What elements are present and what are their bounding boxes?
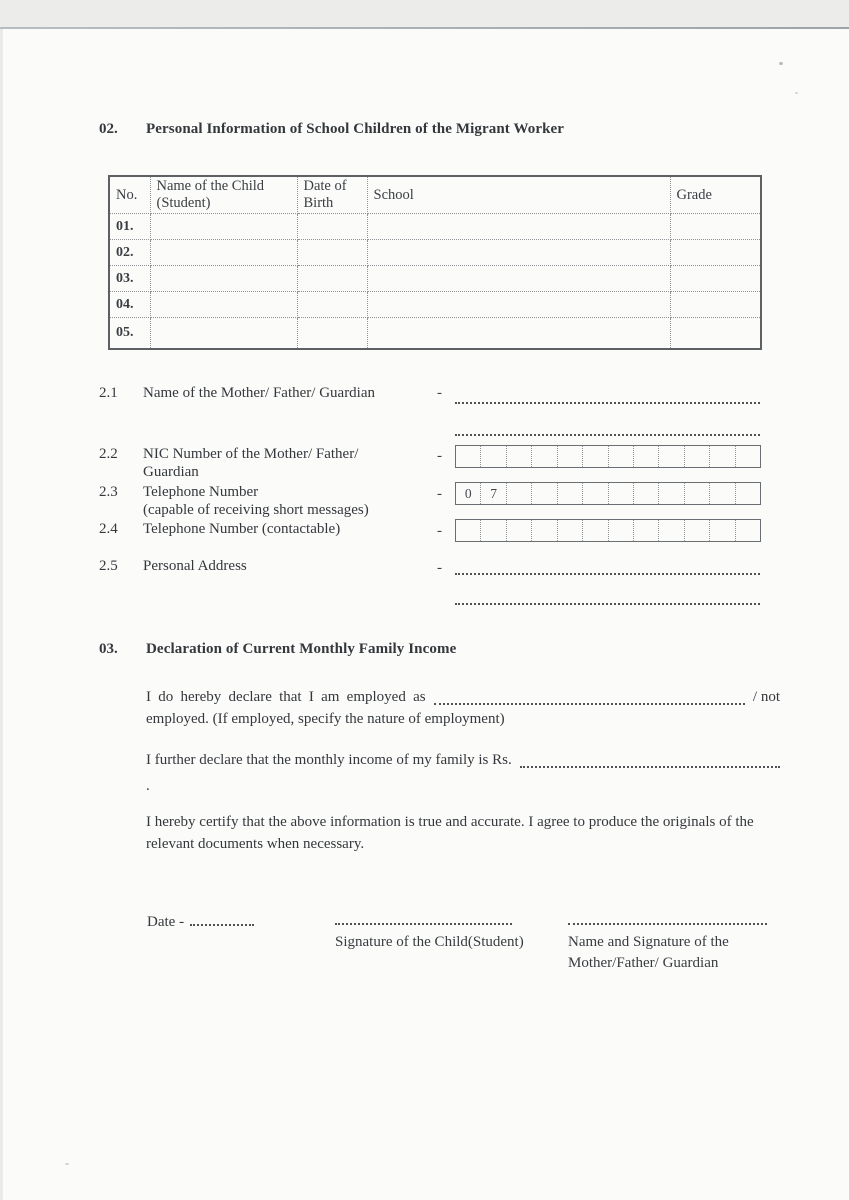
nic-digit-box bbox=[531, 446, 556, 467]
field-2-5-separator: - bbox=[437, 560, 442, 576]
section-03-number: 03. bbox=[99, 641, 118, 657]
col-header-grade: Grade bbox=[670, 176, 761, 214]
date-fill-line bbox=[190, 912, 254, 926]
child-name-cell bbox=[150, 240, 297, 266]
field-2-4-label: Telephone Number (contactable) bbox=[143, 521, 341, 537]
employment-declaration-text-end: / not bbox=[752, 689, 780, 705]
tel-digit-box bbox=[709, 483, 734, 504]
guardian-name-fill-line-1 bbox=[455, 386, 760, 404]
child-name-cell bbox=[150, 318, 297, 349]
section-03-title: Declaration of Current Monthly Family Income bbox=[146, 641, 457, 657]
tel-digit-box bbox=[633, 520, 658, 541]
field-2-3-label-line1: Telephone Number bbox=[143, 484, 259, 500]
field-2-5-label: Personal Address bbox=[143, 558, 247, 574]
col-header-child-name: Name of the Child (Student) bbox=[150, 176, 297, 214]
table-row bbox=[109, 240, 761, 266]
dob-cell bbox=[297, 318, 367, 349]
income-declaration-line bbox=[146, 749, 780, 771]
tel-digit-box bbox=[735, 483, 760, 504]
tel-digit-box bbox=[684, 483, 709, 504]
nic-digit-box bbox=[480, 446, 505, 467]
tel-digit-box bbox=[684, 520, 709, 541]
dob-cell bbox=[297, 240, 367, 266]
tel-digit-box bbox=[735, 520, 760, 541]
table-row bbox=[109, 318, 761, 349]
employment-fill-line bbox=[434, 702, 745, 705]
field-2-4-separator: - bbox=[437, 523, 442, 539]
guardian-name-fill-line-2 bbox=[455, 418, 760, 436]
income-declaration-trailing-period: . bbox=[146, 778, 150, 794]
nic-digit-box bbox=[709, 446, 734, 467]
field-2-3-label-line2: (capable of receiving short messages) bbox=[143, 502, 369, 518]
guardian-signature-label-line2: Mother/Father/ Guardian bbox=[568, 955, 719, 971]
child-signature-line bbox=[335, 907, 512, 925]
nic-digit-box bbox=[582, 446, 607, 467]
section-02-number: 02. bbox=[99, 121, 118, 137]
tel-digit-box: 7 bbox=[480, 483, 505, 504]
tel-digit-box bbox=[506, 520, 531, 541]
dob-cell bbox=[297, 266, 367, 292]
nic-digit-box bbox=[633, 446, 658, 467]
dob-cell bbox=[297, 214, 367, 240]
scan-left-edge bbox=[0, 29, 3, 1200]
income-declaration-text: I further declare that the monthly income of my family is Rs. bbox=[146, 752, 512, 768]
tel-digit-box bbox=[480, 520, 505, 541]
scan-speck bbox=[795, 92, 798, 94]
tel-digit-box bbox=[557, 520, 582, 541]
row-number: 03. bbox=[109, 266, 150, 292]
grade-cell bbox=[670, 214, 761, 240]
children-table-header-row bbox=[109, 176, 761, 214]
guardian-signature-label bbox=[568, 932, 778, 974]
grade-cell bbox=[670, 292, 761, 318]
children-table bbox=[108, 175, 762, 350]
tel-digit-box bbox=[531, 520, 556, 541]
row-number: 05. bbox=[109, 318, 150, 349]
grade-cell bbox=[670, 266, 761, 292]
field-2-2-separator: - bbox=[437, 448, 442, 464]
col-header-no: No. bbox=[109, 176, 150, 214]
tel-digit-box bbox=[658, 520, 683, 541]
tel-digit-box bbox=[608, 483, 633, 504]
personal-address-fill-line-2 bbox=[455, 587, 760, 605]
income-declaration-paragraph bbox=[146, 749, 780, 797]
col-header-school: School bbox=[367, 176, 670, 214]
nic-digit-box bbox=[684, 446, 709, 467]
child-signature-label: Signature of the Child(Student) bbox=[335, 934, 524, 950]
telephone-sms-boxes bbox=[455, 482, 761, 505]
nic-digit-box bbox=[456, 446, 480, 467]
nic-digit-box bbox=[506, 446, 531, 467]
school-cell bbox=[367, 292, 670, 318]
nic-digit-box bbox=[557, 446, 582, 467]
tel-digit-box bbox=[582, 483, 607, 504]
section-02-title: Personal Information of School Children of the Migrant Worker bbox=[146, 121, 565, 137]
child-name-cell bbox=[150, 292, 297, 318]
guardian-signature-label-line1: Name and Signature of the bbox=[568, 934, 729, 950]
table-row bbox=[109, 292, 761, 318]
grade-cell bbox=[670, 240, 761, 266]
field-2-2-number: 2.2 bbox=[99, 446, 118, 462]
school-cell bbox=[367, 240, 670, 266]
field-2-1-number: 2.1 bbox=[99, 385, 118, 401]
tel-digit-box bbox=[557, 483, 582, 504]
row-number: 02. bbox=[109, 240, 150, 266]
field-2-5-number: 2.5 bbox=[99, 558, 118, 574]
table-row bbox=[109, 214, 761, 240]
tel-digit-box bbox=[608, 520, 633, 541]
field-2-1-separator: - bbox=[437, 385, 442, 401]
tel-digit-box: 0 bbox=[464, 485, 472, 501]
personal-address-fill-line-1 bbox=[455, 557, 760, 575]
field-2-3-separator: - bbox=[437, 486, 442, 502]
row-number: 01. bbox=[109, 214, 150, 240]
date-field bbox=[147, 912, 254, 931]
field-2-1-label: Name of the Mother/ Father/ Guardian bbox=[143, 385, 376, 401]
income-fill-line bbox=[520, 765, 780, 768]
col-header-date-of-birth: Date of Birth bbox=[297, 176, 367, 214]
tel-digit-box bbox=[506, 483, 531, 504]
nic-digit-box bbox=[735, 446, 760, 467]
scan-speck bbox=[779, 62, 783, 65]
nic-digit-box bbox=[658, 446, 683, 467]
school-cell bbox=[367, 318, 670, 349]
scan-top-edge-line bbox=[0, 27, 849, 29]
tel-digit-box bbox=[658, 483, 683, 504]
guardian-signature-line bbox=[568, 907, 767, 925]
grade-cell bbox=[670, 318, 761, 349]
scan-top-band bbox=[0, 0, 849, 27]
employment-declaration-text-start: I do hereby declare that I am employed as bbox=[146, 689, 426, 705]
employment-declaration-line1 bbox=[146, 686, 780, 708]
field-2-4-number: 2.4 bbox=[99, 521, 118, 537]
field-2-3-number: 2.3 bbox=[99, 484, 118, 500]
field-2-2-label-line2: Guardian bbox=[143, 464, 199, 480]
field-2-2-label-line1: NIC Number of the Mother/ Father/ bbox=[143, 446, 359, 462]
tel-digit-box bbox=[456, 520, 480, 541]
scan-speck bbox=[65, 1163, 69, 1165]
employment-declaration-paragraph bbox=[146, 686, 780, 730]
nic-number-boxes bbox=[455, 445, 761, 468]
tel-digit-box bbox=[531, 483, 556, 504]
school-cell bbox=[367, 214, 670, 240]
tel-digit-box bbox=[709, 520, 734, 541]
certification-paragraph: I hereby certify that the above information is true and accurate. I agree to produce the originals of the relevant documents when necessary. bbox=[146, 814, 754, 852]
employment-declaration-line2: employed. (If employed, specify the nature of employment) bbox=[146, 711, 505, 727]
telephone-contactable-boxes bbox=[455, 519, 761, 542]
school-cell bbox=[367, 266, 670, 292]
child-name-cell bbox=[150, 266, 297, 292]
date-label: Date - bbox=[147, 914, 185, 930]
tel-digit-box bbox=[633, 483, 658, 504]
child-name-cell bbox=[150, 214, 297, 240]
table-row bbox=[109, 266, 761, 292]
nic-digit-box bbox=[608, 446, 633, 467]
dob-cell bbox=[297, 292, 367, 318]
tel-digit-box bbox=[582, 520, 607, 541]
row-number: 04. bbox=[109, 292, 150, 318]
